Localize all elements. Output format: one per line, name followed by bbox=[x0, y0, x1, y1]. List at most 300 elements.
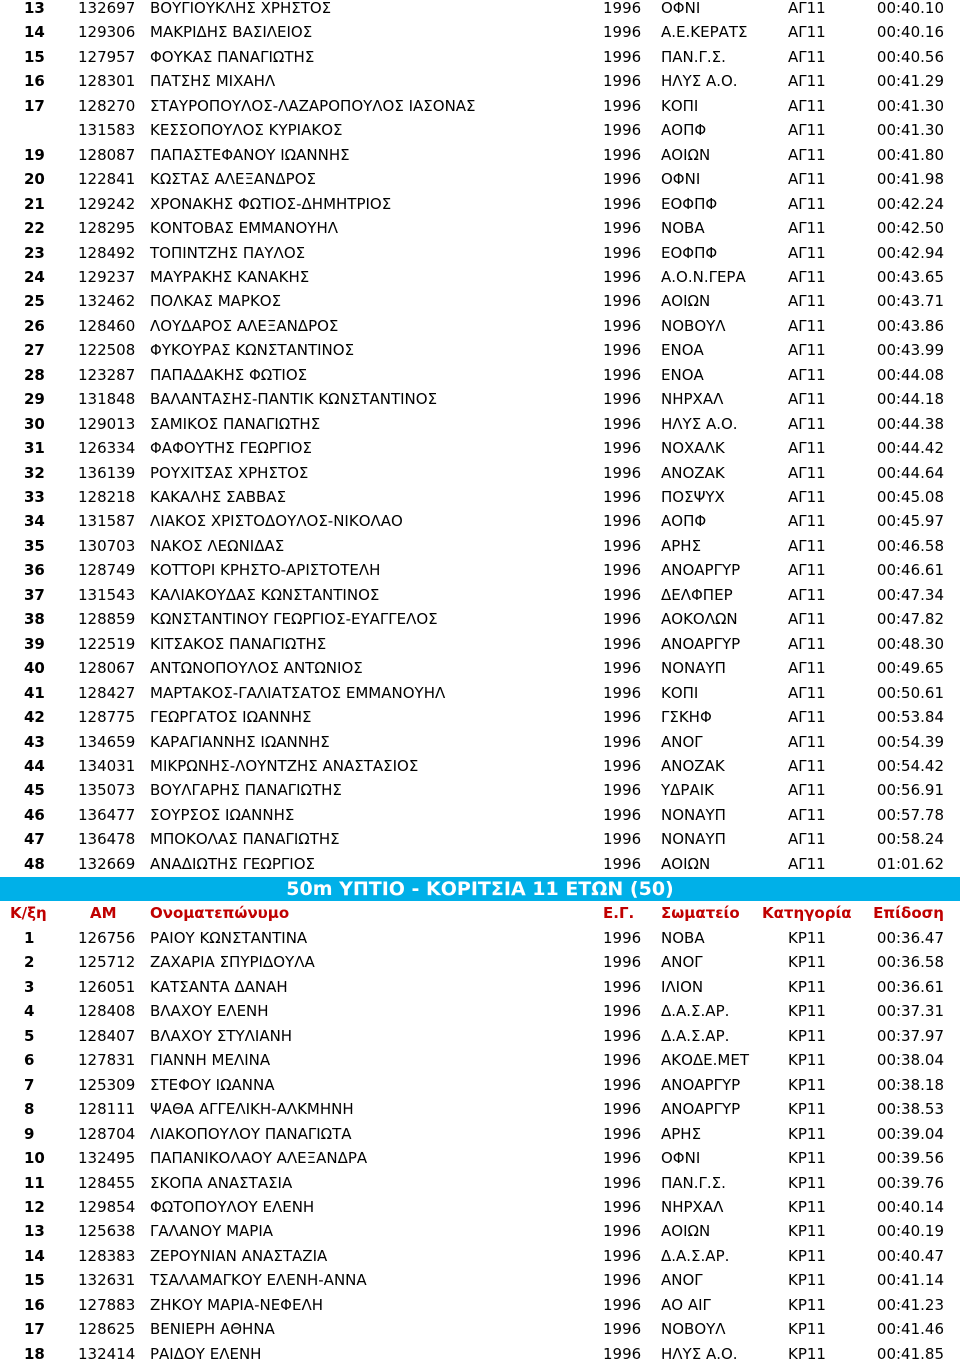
rank-cell: 19 bbox=[24, 145, 45, 164]
time-cell: 00:43.71 bbox=[876, 292, 944, 311]
category-cell: ΚΡ11 bbox=[788, 1197, 826, 1216]
am-cell: 128407 bbox=[78, 1026, 136, 1045]
am-cell: 128067 bbox=[78, 659, 136, 678]
time-cell: 00:46.58 bbox=[876, 536, 944, 555]
club-cell: ΠΑΝ.Γ.Σ. bbox=[661, 47, 726, 66]
rank-cell: 21 bbox=[24, 194, 45, 213]
name-cell: ΒΛΑΧΟΥ ΣΤΥΛΙΑΝΗ bbox=[150, 1026, 293, 1045]
table-row bbox=[0, 1195, 960, 1220]
name-cell: ΖΕΡΟΥΝΙΑΝ ΑΝΑΣΤΑΖΙΑ bbox=[150, 1246, 328, 1265]
year-cell: 1996 bbox=[603, 1222, 642, 1241]
am-cell: 131543 bbox=[78, 585, 136, 604]
club-cell: ΑΝΟΓ bbox=[661, 732, 703, 751]
table-row bbox=[0, 45, 960, 70]
year-cell: 1996 bbox=[603, 1100, 642, 1119]
name-cell: ΑΝΤΩΝΟΠΟΥΛΟΣ ΑΝΤΩΝΙΟΣ bbox=[150, 659, 363, 678]
year-cell: 1996 bbox=[603, 1124, 642, 1143]
category-cell: ΑΓ11 bbox=[788, 561, 826, 580]
club-cell: ΝΗΡΧΑΛ bbox=[661, 1197, 724, 1216]
rank-cell: 14 bbox=[24, 1246, 45, 1265]
name-cell: ΚΟΤΤΟΡΙ ΚΡΗΣΤΟ-ΑΡΙΣΤΟΤΕΛΗ bbox=[150, 561, 381, 580]
year-cell: 1996 bbox=[603, 756, 642, 775]
category-cell: ΑΓ11 bbox=[788, 96, 826, 115]
time-cell: 00:44.18 bbox=[876, 390, 944, 409]
time-cell: 00:41.98 bbox=[876, 170, 944, 189]
name-cell: ΣΚΟΠΑ ΑΝΑΣΤΑΣΙΑ bbox=[150, 1173, 293, 1192]
club-cell: ΑΝΟΖΑΚ bbox=[661, 756, 725, 775]
table-row bbox=[0, 656, 960, 681]
table-row bbox=[0, 485, 960, 510]
club-cell: ΟΦΝΙ bbox=[661, 170, 701, 189]
rank-cell: 17 bbox=[24, 96, 45, 115]
rank-cell: 12 bbox=[24, 1197, 45, 1216]
am-cell: 129242 bbox=[78, 194, 136, 213]
category-cell: ΚΡ11 bbox=[788, 1173, 826, 1192]
club-cell: ΝΟΧΑΛΚ bbox=[661, 439, 725, 458]
time-cell: 00:42.94 bbox=[876, 243, 944, 262]
name-cell: ΦΟΥΚΑΣ ΠΑΝΑΓΙΩΤΗΣ bbox=[150, 47, 315, 66]
category-cell: ΑΓ11 bbox=[788, 23, 826, 42]
rank-cell: 28 bbox=[24, 365, 45, 384]
time-cell: 00:42.50 bbox=[876, 219, 944, 238]
year-cell: 1996 bbox=[603, 610, 642, 629]
table-row bbox=[0, 192, 960, 217]
table-row bbox=[0, 852, 960, 877]
name-cell: ΦΩΤΟΠΟΥΛΟΥ ΕΛΕΝΗ bbox=[150, 1197, 315, 1216]
time-cell: 00:38.53 bbox=[876, 1100, 944, 1119]
time-cell: 00:40.19 bbox=[876, 1222, 944, 1241]
name-cell: ΦΥΚΟΥΡΑΣ ΚΩΝΣΤΑΝΤΙΝΟΣ bbox=[150, 341, 355, 360]
time-cell: 00:36.58 bbox=[876, 953, 944, 972]
category-cell: ΑΓ11 bbox=[788, 659, 826, 678]
name-cell: ΑΝΑΔΙΩΤΗΣ ΓΕΩΡΓΙΟΣ bbox=[150, 854, 315, 873]
header-category: Κατηγορία bbox=[762, 904, 852, 922]
year-cell: 1996 bbox=[603, 929, 642, 947]
club-cell: ΗΛΥΣ Α.Ο. bbox=[661, 1344, 738, 1363]
club-cell: ΝΗΡΧΑΛ bbox=[661, 390, 724, 409]
rank-cell: 43 bbox=[24, 732, 45, 751]
header-time: Επίδοση bbox=[873, 904, 944, 922]
year-cell: 1996 bbox=[603, 1002, 642, 1021]
table-row bbox=[0, 412, 960, 437]
year-cell: 1996 bbox=[603, 953, 642, 972]
year-cell: 1996 bbox=[603, 72, 642, 91]
am-cell: 128383 bbox=[78, 1246, 136, 1265]
table-row bbox=[0, 827, 960, 852]
club-cell: ΑΟΙΩΝ bbox=[661, 854, 711, 873]
time-cell: 00:57.78 bbox=[876, 805, 944, 824]
table-row bbox=[0, 730, 960, 755]
table-row bbox=[0, 999, 960, 1024]
category-cell: ΑΓ11 bbox=[788, 72, 826, 91]
category-cell: ΚΡ11 bbox=[788, 1075, 826, 1094]
am-cell: 128295 bbox=[78, 219, 136, 238]
year-cell: 1996 bbox=[603, 977, 642, 996]
time-cell: 00:38.18 bbox=[876, 1075, 944, 1094]
time-cell: 00:36.47 bbox=[876, 929, 944, 947]
rank-cell: 32 bbox=[24, 463, 45, 482]
table-row bbox=[0, 1146, 960, 1171]
club-cell: ΚΟΠΙ bbox=[661, 683, 699, 702]
table-row bbox=[0, 216, 960, 241]
club-cell: ΑΡΗΣ bbox=[661, 1124, 702, 1143]
table-row bbox=[0, 754, 960, 779]
rank-cell: 26 bbox=[24, 316, 45, 335]
category-cell: ΑΓ11 bbox=[788, 390, 826, 409]
time-cell: 00:44.38 bbox=[876, 414, 944, 433]
year-cell: 1996 bbox=[603, 1149, 642, 1168]
am-cell: 134031 bbox=[78, 756, 136, 775]
am-cell: 128408 bbox=[78, 1002, 136, 1021]
time-cell: 00:36.61 bbox=[876, 977, 944, 996]
year-cell: 1996 bbox=[603, 243, 642, 262]
year-cell: 1996 bbox=[603, 267, 642, 286]
club-cell: ΟΦΝΙ bbox=[661, 0, 701, 17]
rank-cell: 35 bbox=[24, 536, 45, 555]
club-cell: ΟΦΝΙ bbox=[661, 1149, 701, 1168]
category-cell: ΑΓ11 bbox=[788, 439, 826, 458]
club-cell: ΝΟΒΑ bbox=[661, 929, 705, 947]
name-cell: ΡΑΙΟΥ ΚΩΝΣΤΑΝΤΙΝΑ bbox=[150, 929, 308, 947]
name-cell: ΜΑΡΤΑΚΟΣ-ΓΑΛΙΑΤΣΑΤΟΣ ΕΜΜΑΝΟΥΗΛ bbox=[150, 683, 446, 702]
table-row bbox=[0, 975, 960, 1000]
club-cell: ΑΟΙΩΝ bbox=[661, 1222, 711, 1241]
am-cell: 122519 bbox=[78, 634, 136, 653]
table-row bbox=[0, 289, 960, 314]
rank-cell: 39 bbox=[24, 634, 45, 653]
category-cell: ΑΓ11 bbox=[788, 585, 826, 604]
category-cell: ΑΓ11 bbox=[788, 536, 826, 555]
rank-cell: 16 bbox=[24, 1295, 45, 1314]
name-cell: ΚΑΡΑΓΙΑΝΝΗΣ ΙΩΑΝΝΗΣ bbox=[150, 732, 330, 751]
am-cell: 132462 bbox=[78, 292, 136, 311]
table-row bbox=[0, 118, 960, 143]
table-row bbox=[0, 1073, 960, 1098]
name-cell: ΨΑΘΑ ΑΓΓΕΛΙΚΗ-ΑΛΚΜΗΝΗ bbox=[150, 1100, 354, 1119]
club-cell: ΑΝΟΓ bbox=[661, 1271, 703, 1290]
year-cell: 1996 bbox=[603, 121, 642, 140]
rank-cell: 48 bbox=[24, 854, 45, 873]
table-row bbox=[0, 1342, 960, 1366]
rank-cell: 42 bbox=[24, 708, 45, 727]
name-cell: ΖΑΧΑΡΙΑ ΣΠΥΡΙΔΟΥΛΑ bbox=[150, 953, 315, 972]
time-cell: 00:40.47 bbox=[876, 1246, 944, 1265]
rank-cell: 29 bbox=[24, 390, 45, 409]
table-row bbox=[0, 1097, 960, 1122]
year-cell: 1996 bbox=[603, 1197, 642, 1216]
category-cell: ΑΓ11 bbox=[788, 194, 826, 213]
am-cell: 132669 bbox=[78, 854, 136, 873]
year-cell: 1996 bbox=[603, 292, 642, 311]
category-cell: ΑΓ11 bbox=[788, 121, 826, 140]
time-cell: 00:37.97 bbox=[876, 1026, 944, 1045]
rank-cell: 22 bbox=[24, 219, 45, 238]
club-cell: ΓΣΚΗΦ bbox=[661, 708, 712, 727]
rank-cell: 13 bbox=[24, 1222, 45, 1241]
am-cell: 135073 bbox=[78, 781, 136, 800]
name-cell: ΒΑΛΑΝΤΑΣΗΣ-ΠΑΝΤΙΚ ΚΩΝΣΤΑΝΤΙΝΟΣ bbox=[150, 390, 438, 409]
rank-cell: 38 bbox=[24, 610, 45, 629]
category-cell: ΚΡ11 bbox=[788, 929, 826, 947]
am-cell: 125309 bbox=[78, 1075, 136, 1094]
category-cell: ΚΡ11 bbox=[788, 1149, 826, 1168]
club-cell: ΑΟΙΩΝ bbox=[661, 145, 711, 164]
name-cell: ΓΙΑΝΝΗ ΜΕΛΙΝΑ bbox=[150, 1051, 271, 1070]
name-cell: ΜΠΟΚΟΛΑΣ ΠΑΝΑΓΙΩΤΗΣ bbox=[150, 830, 340, 849]
table-row bbox=[0, 461, 960, 486]
year-cell: 1996 bbox=[603, 659, 642, 678]
year-cell: 1996 bbox=[603, 1075, 642, 1094]
time-cell: 00:37.31 bbox=[876, 1002, 944, 1021]
time-cell: 00:41.14 bbox=[876, 1271, 944, 1290]
year-cell: 1996 bbox=[603, 439, 642, 458]
club-cell: ΝΟΒΑ bbox=[661, 219, 705, 238]
am-cell: 126051 bbox=[78, 977, 136, 996]
category-cell: ΑΓ11 bbox=[788, 267, 826, 286]
table-row bbox=[0, 681, 960, 706]
table-row bbox=[0, 1268, 960, 1293]
club-cell: ΑΟΚΟΛΩΝ bbox=[661, 610, 738, 629]
table-row bbox=[0, 1293, 960, 1318]
category-cell: ΑΓ11 bbox=[788, 683, 826, 702]
name-cell: ΚΑΤΣΑΝΤΑ ΔΑΝΑΗ bbox=[150, 977, 288, 996]
table-row bbox=[0, 167, 960, 192]
am-cell: 126334 bbox=[78, 439, 136, 458]
table-row bbox=[0, 241, 960, 266]
time-cell: 00:43.65 bbox=[876, 267, 944, 286]
club-cell: ΚΟΠΙ bbox=[661, 96, 699, 115]
category-cell: ΚΡ11 bbox=[788, 1026, 826, 1045]
category-cell: ΑΓ11 bbox=[788, 634, 826, 653]
category-cell: ΑΓ11 bbox=[788, 781, 826, 800]
category-cell: ΑΓ11 bbox=[788, 414, 826, 433]
rank-cell: 4 bbox=[24, 1002, 35, 1021]
header-rank: Κ/ξη bbox=[10, 904, 47, 922]
name-cell: ΚΑΚΑΛΗΣ ΣΑΒΒΑΣ bbox=[150, 488, 287, 506]
name-cell: ΣΤΑΥΡΟΠΟΥΛΟΣ-ΛΑΖΑΡΟΠΟΥΛΟΣ ΙΑΣΟΝΑΣ bbox=[150, 96, 476, 115]
year-cell: 1996 bbox=[603, 1051, 642, 1070]
am-cell: 128492 bbox=[78, 243, 136, 262]
category-cell: ΑΓ11 bbox=[788, 47, 826, 66]
club-cell: ΑΝΟΓ bbox=[661, 953, 703, 972]
year-cell: 1996 bbox=[603, 194, 642, 213]
am-cell: 136478 bbox=[78, 830, 136, 849]
rank-cell: 10 bbox=[24, 1149, 45, 1168]
table-row bbox=[0, 607, 960, 632]
category-cell: ΑΓ11 bbox=[788, 365, 826, 384]
table-row bbox=[0, 265, 960, 290]
time-cell: 00:43.86 bbox=[876, 316, 944, 335]
table-row bbox=[0, 632, 960, 657]
rank-cell: 14 bbox=[24, 23, 45, 42]
table-row bbox=[0, 69, 960, 94]
name-cell: ΜΑΥΡΑΚΗΣ ΚΑΝΑΚΗΣ bbox=[150, 267, 310, 286]
category-cell: ΑΓ11 bbox=[788, 292, 826, 311]
year-cell: 1996 bbox=[603, 47, 642, 66]
am-cell: 128749 bbox=[78, 561, 136, 580]
name-cell: ΓΑΛΑΝΟΥ ΜΑΡΙΑ bbox=[150, 1222, 274, 1241]
rank-cell: 46 bbox=[24, 805, 45, 824]
year-cell: 1996 bbox=[603, 536, 642, 555]
am-cell: 128087 bbox=[78, 145, 136, 164]
year-cell: 1996 bbox=[603, 512, 642, 531]
name-cell: ΖΗΚΟΥ ΜΑΡΙΑ-ΝΕΦΕΛΗ bbox=[150, 1295, 323, 1314]
table-row bbox=[0, 705, 960, 730]
time-cell: 00:40.56 bbox=[876, 47, 944, 66]
am-cell: 129854 bbox=[78, 1197, 136, 1216]
club-cell: ΥΔΡΑΙΚ bbox=[661, 781, 714, 800]
club-cell: ΕΟΦΠΦ bbox=[661, 243, 718, 262]
club-cell: ΑΝΟΖΑΚ bbox=[661, 463, 725, 482]
time-cell: 00:49.65 bbox=[876, 659, 944, 678]
club-cell: ΔΕΛΦΠΕΡ bbox=[661, 585, 733, 604]
am-cell: 127883 bbox=[78, 1295, 136, 1314]
am-cell: 127831 bbox=[78, 1051, 136, 1070]
club-cell: ΑΚΟΔΕ.ΜΕΤ bbox=[661, 1051, 749, 1070]
table-row bbox=[0, 436, 960, 461]
am-cell: 136139 bbox=[78, 463, 136, 482]
club-cell: ΑΝΟΑΡΓΥΡ bbox=[661, 561, 741, 580]
year-cell: 1996 bbox=[603, 805, 642, 824]
year-cell: 1996 bbox=[603, 414, 642, 433]
category-cell: ΑΓ11 bbox=[788, 708, 826, 727]
time-cell: 00:39.56 bbox=[876, 1149, 944, 1168]
time-cell: 00:47.82 bbox=[876, 610, 944, 629]
name-cell: ΧΡΟΝΑΚΗΣ ΦΩΤΙΟΣ-ΔΗΜΗΤΡΙΟΣ bbox=[150, 194, 392, 213]
name-cell: ΜΑΚΡΙΔΗΣ ΒΑΣΙΛΕΙΟΣ bbox=[150, 23, 313, 42]
name-cell: ΡΑΙΔΟΥ ΕΛΕΝΗ bbox=[150, 1344, 262, 1363]
am-cell: 128301 bbox=[78, 72, 136, 91]
club-cell: ΑΟ ΑΙΓ bbox=[661, 1295, 711, 1314]
time-cell: 00:47.34 bbox=[876, 585, 944, 604]
rank-cell: 34 bbox=[24, 512, 45, 531]
rank-cell: 15 bbox=[24, 1271, 45, 1290]
rank-cell: 1 bbox=[24, 929, 35, 947]
am-cell: 131848 bbox=[78, 390, 136, 409]
name-cell: ΠΑΠΑΝΙΚΟΛΑΟΥ ΑΛΕΞΑΝΔΡΑ bbox=[150, 1149, 368, 1168]
club-cell: Α.Ε.ΚΕΡΑΤΣ bbox=[661, 23, 748, 42]
year-cell: 1996 bbox=[603, 1320, 642, 1339]
category-cell: ΑΓ11 bbox=[788, 854, 826, 873]
am-cell: 128218 bbox=[78, 488, 136, 506]
club-cell: ΑΝΟΑΡΓΥΡ bbox=[661, 1075, 741, 1094]
club-cell: ΑΝΟΑΡΓΥΡ bbox=[661, 1100, 741, 1119]
club-cell: ΕΟΦΠΦ bbox=[661, 194, 718, 213]
club-cell: Δ.Α.Σ.ΑΡ. bbox=[661, 1246, 730, 1265]
am-cell: 129013 bbox=[78, 414, 136, 433]
category-cell: ΚΡ11 bbox=[788, 1051, 826, 1070]
year-cell: 1996 bbox=[603, 1271, 642, 1290]
rank-cell: 31 bbox=[24, 439, 45, 458]
year-cell: 1996 bbox=[603, 1026, 642, 1045]
am-cell: 125638 bbox=[78, 1222, 136, 1241]
club-cell: ΙΛΙΟΝ bbox=[661, 977, 704, 996]
year-cell: 1996 bbox=[603, 732, 642, 751]
am-cell: 125712 bbox=[78, 953, 136, 972]
am-cell: 122508 bbox=[78, 341, 136, 360]
time-cell: 00:41.30 bbox=[876, 121, 944, 140]
year-cell: 1996 bbox=[603, 585, 642, 604]
category-cell: ΚΡ11 bbox=[788, 1320, 826, 1339]
rank-cell: 18 bbox=[24, 1344, 45, 1363]
club-cell: ΕΝΟΑ bbox=[661, 341, 704, 360]
time-cell: 00:41.30 bbox=[876, 96, 944, 115]
table-row bbox=[0, 1024, 960, 1049]
year-cell: 1996 bbox=[603, 96, 642, 115]
category-cell: ΑΓ11 bbox=[788, 732, 826, 751]
category-cell: ΑΓ11 bbox=[788, 463, 826, 482]
am-cell: 129306 bbox=[78, 23, 136, 42]
time-cell: 00:54.42 bbox=[876, 756, 944, 775]
table-row bbox=[0, 558, 960, 583]
time-cell: 00:54.39 bbox=[876, 732, 944, 751]
name-cell: ΠΑΠΑΣΤΕΦΑΝΟΥ ΙΩΑΝΝΗΣ bbox=[150, 145, 350, 164]
am-cell: 128270 bbox=[78, 96, 136, 115]
year-cell: 1996 bbox=[603, 708, 642, 727]
category-cell: ΚΡ11 bbox=[788, 1271, 826, 1290]
name-cell: ΚΩΣΤΑΣ ΑΛΕΞΑΝΔΡΟΣ bbox=[150, 170, 316, 189]
am-cell: 132631 bbox=[78, 1271, 136, 1290]
time-cell: 00:40.10 bbox=[876, 0, 944, 17]
year-cell: 1996 bbox=[603, 854, 642, 873]
club-cell: ΑΟΙΩΝ bbox=[661, 292, 711, 311]
category-cell: ΚΡ11 bbox=[788, 1246, 826, 1265]
table-row bbox=[0, 1317, 960, 1342]
club-cell: ΝΟΒΟΥΛ bbox=[661, 1320, 726, 1339]
year-cell: 1996 bbox=[603, 219, 642, 238]
category-cell: ΚΡ11 bbox=[788, 1124, 826, 1143]
time-cell: 00:46.61 bbox=[876, 561, 944, 580]
am-cell: 131583 bbox=[78, 121, 136, 140]
name-cell: ΤΣΑΛΑΜΑΓΚΟΥ ΕΛΕΝΗ-ΑΝΝΑ bbox=[150, 1271, 367, 1290]
club-cell: ΑΟΠΦ bbox=[661, 121, 707, 140]
rank-cell: 30 bbox=[24, 414, 45, 433]
category-cell: ΑΓ11 bbox=[788, 316, 826, 335]
table-row bbox=[0, 926, 960, 951]
time-cell: 00:44.08 bbox=[876, 365, 944, 384]
year-cell: 1996 bbox=[603, 390, 642, 409]
am-cell: 123287 bbox=[78, 365, 136, 384]
rank-cell: 13 bbox=[24, 0, 45, 17]
time-cell: 00:43.99 bbox=[876, 341, 944, 360]
category-cell: ΑΓ11 bbox=[788, 243, 826, 262]
name-cell: ΠΑΠΑΔΑΚΗΣ ΦΩΤΙΟΣ bbox=[150, 365, 308, 384]
year-cell: 1996 bbox=[603, 170, 642, 189]
table-row bbox=[0, 1244, 960, 1269]
time-cell: 00:40.14 bbox=[876, 1197, 944, 1216]
year-cell: 1996 bbox=[603, 0, 642, 17]
table-row bbox=[0, 950, 960, 975]
am-cell: 136477 bbox=[78, 805, 136, 824]
rank-cell: 16 bbox=[24, 72, 45, 91]
name-cell: ΡΟΥΧΙΤΣΑΣ ΧΡΗΣΤΟΣ bbox=[150, 463, 309, 482]
table-row bbox=[0, 387, 960, 412]
time-cell: 00:45.97 bbox=[876, 512, 944, 531]
year-cell: 1996 bbox=[603, 23, 642, 42]
category-cell: ΑΓ11 bbox=[788, 488, 826, 506]
year-cell: 1996 bbox=[603, 341, 642, 360]
time-cell: 00:45.08 bbox=[876, 488, 944, 506]
club-cell: ΑΟΠΦ bbox=[661, 512, 707, 531]
am-cell: 122841 bbox=[78, 170, 136, 189]
rank-cell: 11 bbox=[24, 1173, 45, 1192]
club-cell: ΠΟΣΨΥΧ bbox=[661, 488, 725, 506]
header-year: Ε.Γ. bbox=[603, 904, 635, 922]
rank-cell: 23 bbox=[24, 243, 45, 262]
time-cell: 00:50.61 bbox=[876, 683, 944, 702]
rank-cell: 15 bbox=[24, 47, 45, 66]
time-cell: 00:53.84 bbox=[876, 708, 944, 727]
